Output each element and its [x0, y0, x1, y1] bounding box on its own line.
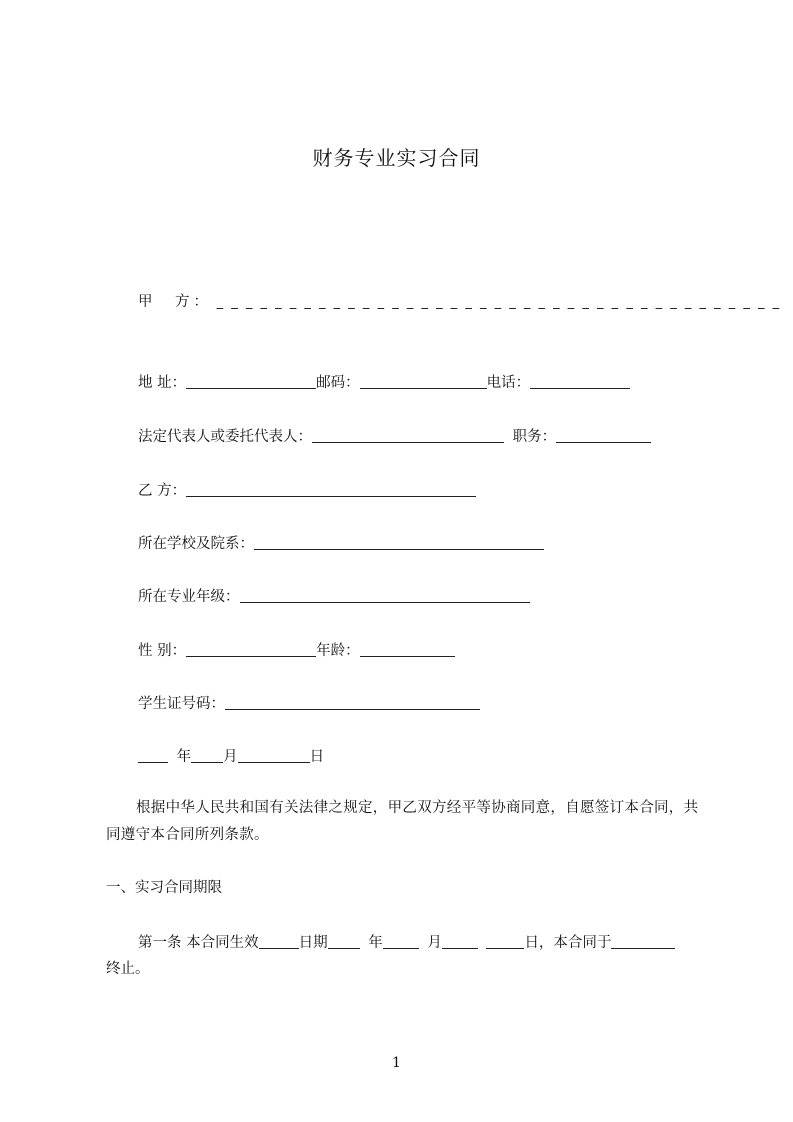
article-1-month: 月: [427, 935, 442, 951]
representative-line: [138, 426, 651, 447]
article-1-line: [138, 932, 675, 953]
date-line: [138, 746, 324, 767]
article-month-blank[interactable]: [383, 932, 419, 949]
student-id-blank[interactable]: [225, 693, 480, 710]
article-1-start: 第一条 本合同生效: [138, 935, 259, 951]
postcode-label: 邮码：: [316, 375, 360, 391]
phone-blank[interactable]: [530, 372, 630, 389]
representative-label: 法定代表人或委托代表人：: [138, 429, 312, 445]
article-1-date-label: 日期: [298, 935, 328, 951]
position-blank[interactable]: [556, 426, 651, 443]
postcode-blank[interactable]: [360, 372, 487, 389]
school-label: 所在学校及院系：: [138, 536, 254, 552]
position-label: 职务：: [512, 429, 557, 445]
school-line: [138, 533, 544, 554]
major-blank[interactable]: [240, 586, 530, 603]
document-title: 财务专业实习合同: [312, 146, 481, 170]
article-day-blank-2[interactable]: [486, 932, 524, 949]
article-year-blank[interactable]: [328, 932, 360, 949]
party-b-label: 乙 方：: [138, 483, 187, 499]
phone-label: 电话：: [486, 375, 531, 391]
page-number: 1: [392, 1055, 401, 1071]
article-1-ending: 终止。: [106, 961, 150, 977]
party-a-blank[interactable]: _ _ _ _ _ _ _ _ _ _ _ _ _ _ _ _ _ _ _ _ _ _ _ _ _ _ _ _ _ _ _ _ _ _ _ _ _ _ _: [216, 295, 782, 310]
article-1-day-end: 日，本合同于: [524, 935, 612, 951]
year-blank[interactable]: [138, 746, 168, 763]
year-label: 年: [176, 749, 192, 765]
month-label: 月: [223, 749, 238, 765]
article-1-year: 年: [368, 935, 383, 951]
gender-label: 性 别：: [138, 643, 187, 659]
section-1-heading: 一、实习合同期限: [106, 880, 222, 896]
effective-blank[interactable]: [259, 932, 299, 949]
student-id-line: [138, 693, 480, 714]
age-label: 年龄：: [316, 643, 360, 659]
address-line: [138, 372, 630, 393]
student-id-label: 学生证号码：: [138, 696, 225, 712]
address-label: 地 址：: [138, 375, 187, 391]
party-b-line: [138, 480, 476, 501]
gender-blank[interactable]: [186, 640, 316, 657]
major-label: 所在专业年级：: [138, 589, 240, 605]
representative-blank[interactable]: [312, 426, 504, 443]
party-a-label: 甲 方：: [138, 294, 212, 310]
month-blank[interactable]: [191, 746, 223, 763]
preamble-paragraph: 根据中华人民共和国有关法律之规定，甲乙双方经平等协商同意，自愿签订本合同，共同遵守本合同所列条款。: [106, 800, 699, 843]
age-blank[interactable]: [360, 640, 455, 657]
termination-blank[interactable]: [611, 932, 675, 949]
day-blank[interactable]: [238, 746, 310, 763]
day-label: 日: [309, 749, 325, 765]
gender-age-line: [138, 640, 455, 661]
party-b-blank[interactable]: [186, 480, 476, 497]
school-blank[interactable]: [254, 533, 544, 550]
major-line: [138, 586, 530, 607]
party-a-line: [138, 292, 781, 313]
article-day-blank-1[interactable]: [442, 932, 478, 949]
address-blank[interactable]: [186, 372, 316, 389]
